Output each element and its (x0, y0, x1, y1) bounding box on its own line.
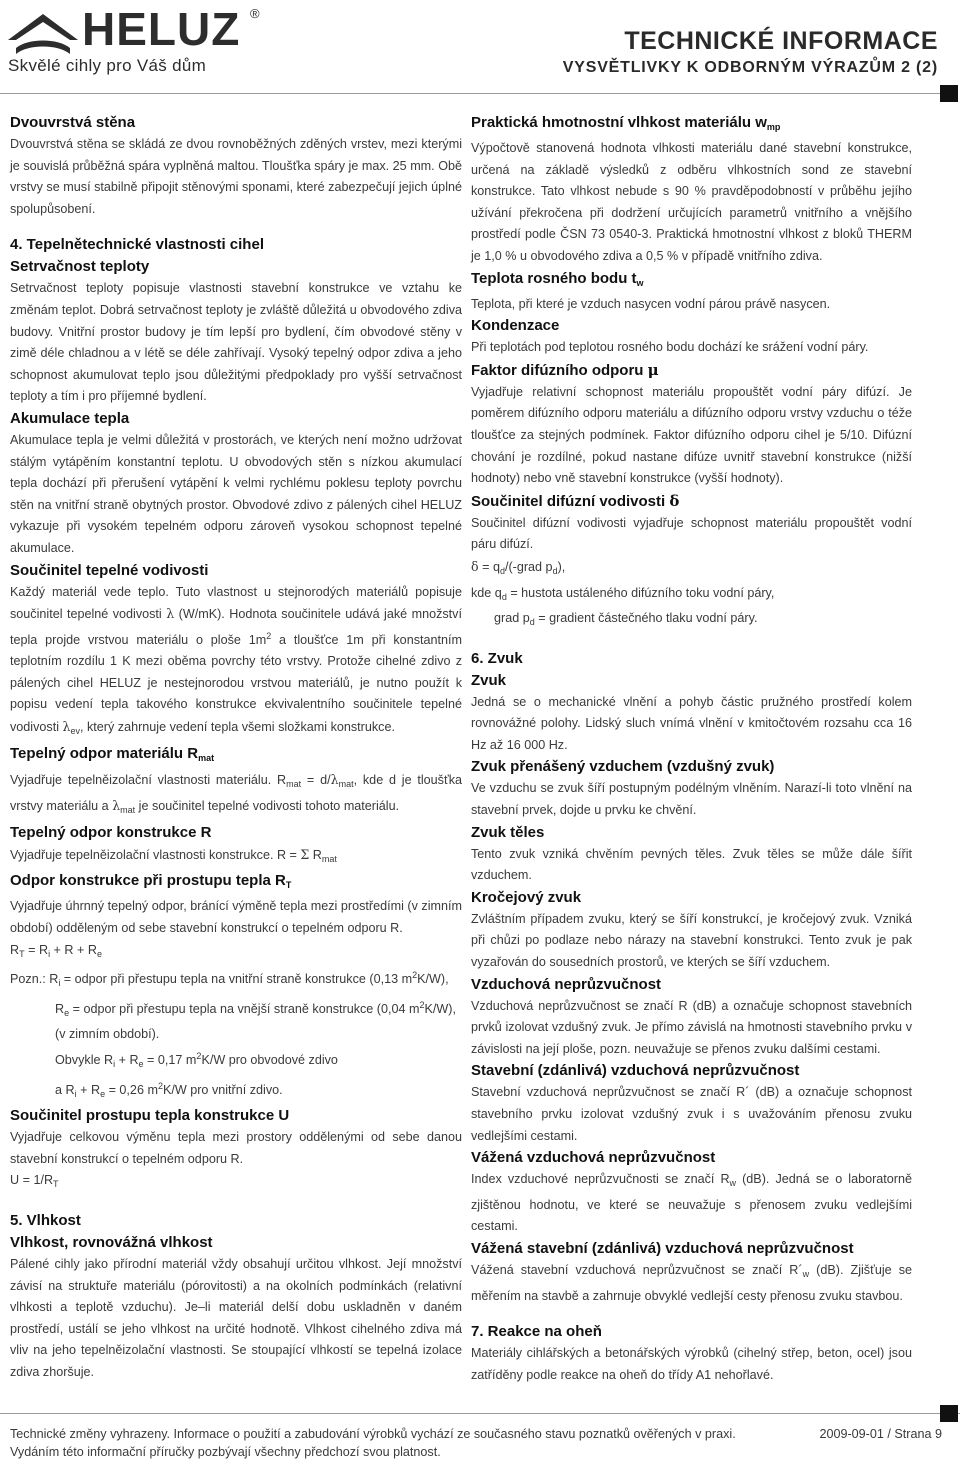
formula-u: $U = 1/R_T$ (10, 1173, 59, 1190)
para-odpor-materialu: Vyjadřuje tepelněizolační vlastnosti materiálu. $R_{mat} = d/\lambda_{mat}$, kde d je tloušťka vrstvy materiálu a $\lambda_{mat}$ je součinitel tepelné vodivosti tohoto materiálu. (10, 771, 463, 816)
para-odpor-konstrukce: Vyjadřuje tepelněizolační vlastnosti konstrukce. R = Σ $R_{mat}$ (10, 846, 337, 864)
note-re: $R_e$ = odpor při přestupu tepla na vnější straně konstrukce (0,04 $m^2K/W$), (55, 999, 456, 1018)
para-vodivost: Každý materiál vede teplo. Tuto vlastnost u stejnorodých materiálů popisuje součinitel tepelné vodivosti λ (W/mK). Hodnota součinitele udává jaké množství tepla projde vrstvou materiálu o ploše $1m^2$ a tloušťce 1m při konstantním teplotním rozdílu 1 K mezi oběma povrchy této vrstvy. Protože cihelné zdivo z pálených cihel HELUZ je nestejnorodou vrstvou materiálů, je nutno použít k popisu vedení tepla takového konstrukce ekvivalentního součinitele tepelné vodivosti $\lambda_{ev}$, který zahrnuje vedení tepla všemi složkami konstrukce. (10, 584, 462, 737)
heading-vodivost: Součinitel tepelné vodivosti (10, 561, 209, 579)
header-divider (0, 93, 945, 94)
para-krocejovy: Zvláštním případem zvuku, který se šíří konstrukcí, je kročejový zvuk. Vzniká při chůzi po podlaze nebo nárazy na stavební konstrukci. Tento zvuk je pak vyzařován do sousedních prostorů, ve kterých se šíří vzduchem. (471, 911, 912, 970)
heading-faktor: Faktor difúzního odporu μ (471, 360, 659, 379)
footer-disclaimer: Technické změny vyhrazeny. Informace o použití a zabudování výrobků vychází ze současného stavu poznatků ověřených v praxi. (10, 1427, 736, 1441)
heading-prakticka-vlhkost: Praktická hmotnostní vlhkost materiálu $w_{mp}$ (471, 114, 781, 132)
section-6-heading: 6. Zvuk (471, 649, 523, 667)
heading-vlhkost: Vlhkost, rovnovážná vlhkost (10, 1233, 213, 1251)
para-zvuk: Jedná se o mechanické vlnění a pohyb částic pružného prostředí kolem rovnovážné polohy. Lidský sluch vnímá vlnění v kmitočtovém rozsahu cca 16 Hz až 16 000 Hz. (471, 694, 912, 752)
brand-tagline: Skvělé cihly pro Váš dům (8, 56, 207, 75)
section-4-heading: 4. Tepelnětechnické vlastnosti cihel (10, 236, 264, 254)
heading-zvuk-teles: Zvuk těles (471, 823, 545, 841)
para-vlhkost: Pálené cihly jako přírodní materiál vždy obsahují určitou vlhkost. Její množství závisí na struktuře materiálu (pórovitosti) a na okolních podmínkách (relativní vlhkosti a teplotě vzduchu). Je–li materiál delší dobu uskladněn v daném prostředí, ustálí se jeho vlhkost na určité hodnotě. Vlhkost cihelného zdiva má vliv na jeho tepelněizolační vlastnosti. Se stoupající vlhkostí se tepelná izolace zdiva zhoršuje. (10, 1256, 462, 1379)
right-column (471, 112, 912, 1386)
heading-odpor-konstrukce: Tepelný odpor konstrukce R (10, 823, 212, 841)
heading-dvouvrstva: Dvouvrstvá stěna (10, 114, 136, 131)
heading-vazena: Vážená vzduchová neprůzvučnost (471, 1149, 716, 1167)
formula-grad: grad $p_d$ = gradient částečného tlaku vodní páry. (494, 611, 758, 628)
para-vzdusny-zvuk: Ve vzduchu se zvuk šíří postupným podélným vlněním. Narazí-li toto vlnění na stavební prvek, dojde u prvku ke chvění. (471, 781, 912, 818)
page-subtitle: VYSVĚTLIVKY K ODBORNÝM VÝRAZŮM 2 (2) (562, 59, 938, 76)
heluz-logo (8, 3, 268, 78)
registered-mark: ® (250, 6, 260, 21)
heading-odpor-materialu: Tepelný odpor materiálu $R_{mat}$ (10, 744, 215, 763)
heading-vzdusny-zvuk: Zvuk přenášený vzduchem (vzdušný zvuk) (471, 758, 775, 776)
para-setrvacnost: Setrvačnost teploty popisuje vlastnosti stavební konstrukce ve vztahu ke změnám teplot. Dobrá setrvačnost teploty je zvláště důležitá u obvodového zdiva budovy. Vnitřní prostor budovy je tím lepší pro bydlení, čím obvodové stěny v zimě déle chladnou a v létě se déle zahřívají. Vysoký tepelný odpor zdiva a jeho schopnost akumulovat teplo jsou důležitými předpoklady pro vyšší setrvačnost teploty a tím i pro příjemné bydlení. (10, 281, 462, 404)
heading-prostup: Odpor konstrukce při prostupu tepla $R_T$ (10, 872, 292, 891)
para-dvouvrstva: Dvouvrstvá stěna se skládá ze dvou rovnoběžných zděných vrstev, mezi kterými je souvislá průběžná spára vyplněná maltou. Tloušťka spáry je max. 25 mm. Obě vrstvy se musí stabilně připojit stěnovými sponami, které zabezpečují jejich úplné spolupůsobení. (10, 137, 462, 216)
para-prostup-u: Vyjadřuje celkovou výměnu tepla mezi prostory oddělenými od sebe danou stavební konstrukcí o tepelném odporu R. (10, 1130, 462, 1166)
para-prakticka-vlhkost: Výpočtově stanovená hodnota vlhkosti materiálu dané stavební konstrukce, určená na základě výsledků z odběru vlhkostních sond ze stavební konstrukce. Tato vlhkost nebude s 90 % pravděpodobností v průběhu jejího užívání překročena při dodržení určujících parametrů vnitřního a vnějšího prostředí podle ČSN 73 0540-3. Praktická hmotnostní vlhkost z bloků THERM je 1,0 % u obvodového zdiva a 0,5 % v případě vnitřního zdiva. (471, 141, 912, 263)
formula-kde: kde $q_d$ = hustota ustáleného difúzního toku vodní páry, (471, 585, 775, 602)
note-inner-wall: a $R_i + R_e = 0,26$ $m^2K/W$ pro vnitřní zdivo. (55, 1080, 283, 1099)
heading-setrvacnost: Setrvačnost teploty (10, 258, 150, 276)
heading-krocejovy: Kročejový zvuk (471, 888, 582, 906)
para-nepruzvucnost: Vzduchová neprůzvučnost se značí R (dB) a označuje schopnost stavebních prvků izolovat vzdušný zvuk. Je přímo závislá na hmotnosti stavebního prvku v závislosti na její ploše, pozn. neuvažuje se přenos zvuku dalšími cestami. (471, 998, 912, 1056)
heading-rosny-bod: Teplota rosného bodu $t_w$ (471, 269, 644, 288)
para-vazena: Index vzduchové neprůzvučnosti se značí $R_w$ (dB). Jedná se o laboratorně zjištěnou hodnotu, ve které se neuvažuje s přenosem zvuku vedlejšími cestami. (471, 1172, 912, 1234)
footer-marker (940, 1405, 958, 1422)
para-kondenzace: Při teplotách pod teplotou rosného bodu dochází ke srážení vodní páry. (471, 340, 869, 355)
footer-validity: Vydáním této informační příručky pozbývají všechny předchozí svou platnost. (10, 1445, 441, 1459)
heading-kondenzace: Kondenzace (471, 317, 560, 335)
heading-prostup-u: Součinitel prostupu tepla konstrukce U (10, 1107, 290, 1125)
para-akumulace: Akumulace tepla je velmi důležitá v prostorách, ve kterých není možno udržovat stálým vytápěním konstantní teplotu. U obvodových stěn s nízkou akumulací tepla dochází při přerušení vytápění k velmi rychlému poklesu teploty povrchu stěn na vnitřní straně obytných prostor. Obvodové zdivo z pálených cihel HELUZ vykazuje při vysokém tepelném odporu zároveň vysokou schopnost tepelné akumulace. (10, 432, 462, 555)
heading-nepruzvucnost: Vzduchová neprůzvučnost (471, 975, 662, 993)
heading-akumulace: Akumulace tepla (10, 409, 130, 427)
para-prostup: Vyjadřuje úhrnný tepelný odpor, bránící výměně tepla mezi prostředími (v zimním období) odděleným od sebe stavební konstrukcí o tepelném odporu R. (10, 899, 462, 936)
formula-rt: $R_T = R_i + R + R_e$ (10, 942, 102, 959)
heading-stavebni-nepruzvucnost: Stavební (zdánlivá) vzduchová neprůzvučnost (471, 1062, 800, 1080)
para-faktor: Vyjadřuje relativní schopnost materiálu propouštět vodní páry difúzí. Je poměrem difúzního odporu materiálu a difúzního odporu vrstvy vzduchu o téže tloušťce za stejných podmínek. Faktor difúzního odporu cihel je 5/10. Difúzní chování je rozdílné, pokud nastane difúze uvnitř stavební konstrukce (nižší hodnoty) nebo vně stavební konstrukce (vyšší hodnoty). (471, 384, 912, 486)
heading-zvuk: Zvuk (471, 671, 507, 689)
para-vazena-stavebni: Vážená stavební vzduchová neprůzvučnost se značí $R´_w$ (dB). Zjišťuje se měřením na stavbě a zahrnuje obvyklé vedlejší cesty přenosu zvuku stavbou. (471, 1262, 913, 1303)
para-stavebni-nepruzvucnost: Stavební vzduchová neprůzvučnost se značí R´ (dB) a označuje schopnost stavebního prvku izolovat vzdušný zvuk i s uvažováním přenosu zvuku vedlejšími cestami. (471, 1085, 912, 1143)
heading-vazena-stavebni: Vážená stavební (zdánlivá) vzduchová neprůzvučnost (471, 1239, 854, 1257)
page-title: TECHNICKÉ INFORMACE (624, 27, 938, 55)
footer-page-info: 2009-09-01 / Strana 9 (819, 1427, 942, 1441)
brand-name: HELUZ (82, 3, 241, 55)
heading-soucinitel-difuzni: Součinitel difúzní vodivosti δ (471, 491, 680, 510)
header-marker (940, 85, 958, 102)
para-zvuk-teles: Tento zvuk vzniká chvěním pevných těles. Zvuk těles se může dále šířit vzduchem. (471, 846, 912, 883)
para-soucinitel-difuzni: Součinitel difúzní vodivosti vyjadřuje schopnost materiálu propouštět vodní páru difúzí. (471, 515, 912, 552)
note-winter: (v zimním období). (55, 1027, 160, 1042)
section-5-heading: 5. Vlhkost (10, 1211, 81, 1229)
footer-divider (0, 1413, 960, 1414)
left-column (10, 112, 462, 1384)
para-rosny-bod: Teplota, při které je vzduch nasycen vodní párou právě nasycen. (471, 296, 831, 311)
formula-delta: $\delta = q_d/$(-grad $p_d$), (471, 558, 566, 576)
note-outer-wall: Obvykle $R_i + R_e = 0,17$ $m^2K/W$ pro obvodové zdivo (55, 1051, 338, 1069)
para-reakce: Materiály cihlářských a betonářských výrobků (cihelný střep, beton, ocel) jsou zatříděny podle reakce na oheň do třídy A1 nehořlavé. (471, 1346, 912, 1382)
heluz-roof-logo-icon (8, 10, 78, 54)
section-7-heading: 7. Reakce na oheň (471, 1323, 602, 1341)
note-ri: Pozn.: $R_i$ = odpor při přestupu tepla na vnitřní straně konstrukce (0,13 $m^2K/W$), (10, 970, 449, 989)
